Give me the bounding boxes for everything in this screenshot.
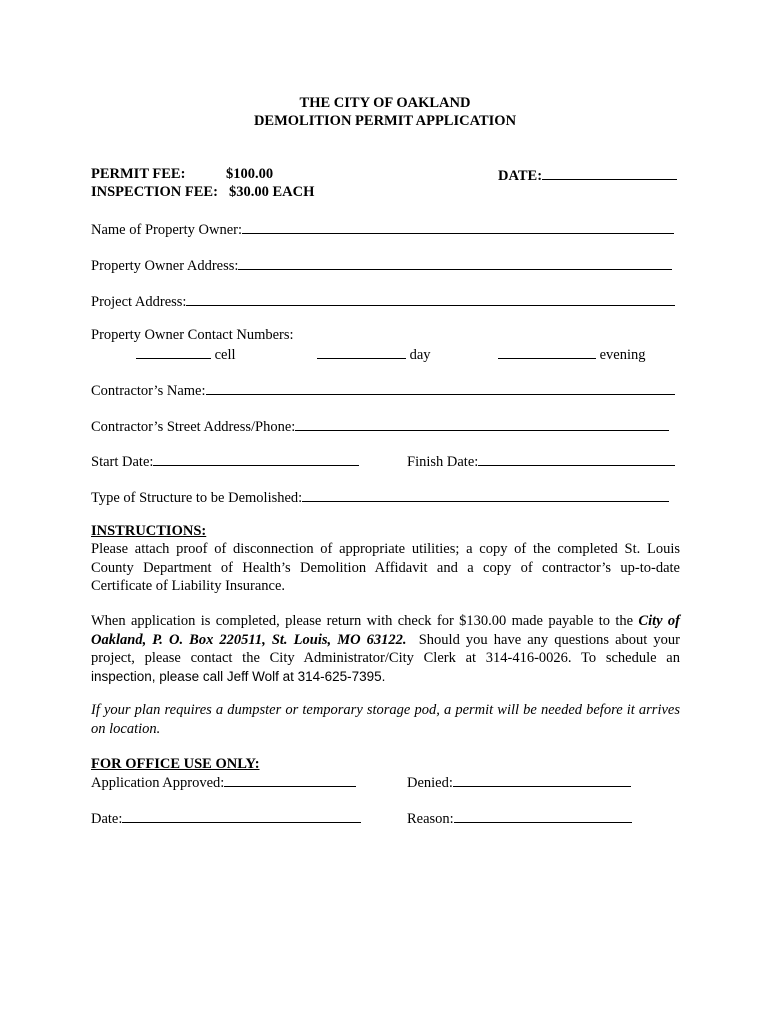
city-title: THE CITY OF OAKLAND [299,95,471,111]
finish-date-label: Finish Date: [407,454,479,470]
evening-label: evening [599,347,646,363]
office-date-field[interactable] [91,808,361,828]
form-title: DEMOLITION PERMIT APPLICATION [253,113,517,129]
reason-line[interactable] [454,808,632,823]
permit-fee-label: PERMIT FEE: [91,166,186,182]
project-address-field[interactable] [91,291,675,311]
owner-address-field[interactable] [91,255,672,275]
return-inspection: inspection, please call Jeff Wolf at 314-625-7395. [91,668,386,684]
denied-label: Denied: [407,775,453,791]
return-instructions [91,612,680,686]
structure-type-field[interactable] [91,487,669,507]
day-field[interactable] [317,344,431,364]
date-label: DATE: [498,168,543,184]
denied-field[interactable] [407,772,631,792]
approved-label: Application Approved: [91,775,225,791]
office-date-label: Date: [91,811,123,827]
office-use-heading: FOR OFFICE USE ONLY: [91,756,260,772]
start-date-label: Start Date: [91,454,154,470]
permit-fee-value: $100.00 [226,166,274,182]
contractor-name-label: Contractor’s Name: [91,383,206,399]
inspection-fee-value: $30.00 EACH [229,184,315,200]
denied-line[interactable] [453,772,631,787]
owner-address-line[interactable] [238,255,672,270]
contractor-address-field[interactable] [91,416,669,436]
date-field[interactable] [498,165,677,185]
owner-name-label: Name of Property Owner: [91,222,242,238]
instructions-text: Please attach proof of disconnection of appropriate utilities; a copy of the completed St. Louis County Department of Health’s Demolition Affidavit and a copy of contractor’s up-to-date Certificate of Liability Insurance. [91,541,680,594]
owner-address-label: Property Owner Address: [91,258,239,274]
office-date-line[interactable] [122,808,361,823]
approved-field[interactable] [91,772,356,792]
contractor-address-label: Contractor’s Street Address/Phone: [91,419,296,435]
project-address-label: Project Address: [91,294,187,310]
day-line[interactable] [317,344,406,359]
return-address: City of Oakland, P. O. Box 220511, St. Louis, MO 63122. [91,613,681,648]
contractor-name-field[interactable] [91,380,675,400]
start-date-line[interactable] [153,451,359,466]
instructions-heading: INSTRUCTIONS: [91,523,207,539]
inspection-fee-label: INSPECTION FEE: [91,184,218,200]
owner-name-field[interactable] [91,219,674,239]
evening-field[interactable] [498,344,646,364]
approved-line[interactable] [224,772,356,787]
cell-line[interactable] [136,344,211,359]
contact-numbers-label: Property Owner Contact Numbers: [91,327,294,343]
finish-date-field[interactable] [407,451,675,471]
dumpster-note: If your plan requires a dumpster or temporary storage pod, a permit will be needed before it arrives on location. [91,702,680,737]
owner-name-line[interactable] [242,219,674,234]
finish-date-line[interactable] [478,451,675,466]
start-date-field[interactable] [91,451,359,471]
structure-type-line[interactable] [302,487,669,502]
day-label: day [409,347,431,363]
structure-type-label: Type of Structure to be Demolished: [91,490,303,506]
contractor-address-line[interactable] [295,416,669,431]
evening-line[interactable] [498,344,596,359]
date-line[interactable] [542,165,677,180]
reason-field[interactable] [407,808,632,828]
contractor-name-line[interactable] [206,380,675,395]
cell-field[interactable] [136,344,236,364]
return-prefix: When application is completed, please return with check for $130.00 made payable to the [91,613,634,629]
cell-label: cell [214,347,236,363]
reason-label: Reason: [407,811,454,827]
project-address-line[interactable] [186,291,675,306]
return-middle: Should you have any questions about your project, please contact the City Administrator/City Clerk at 314-416-0026. To schedule an [91,631,680,666]
